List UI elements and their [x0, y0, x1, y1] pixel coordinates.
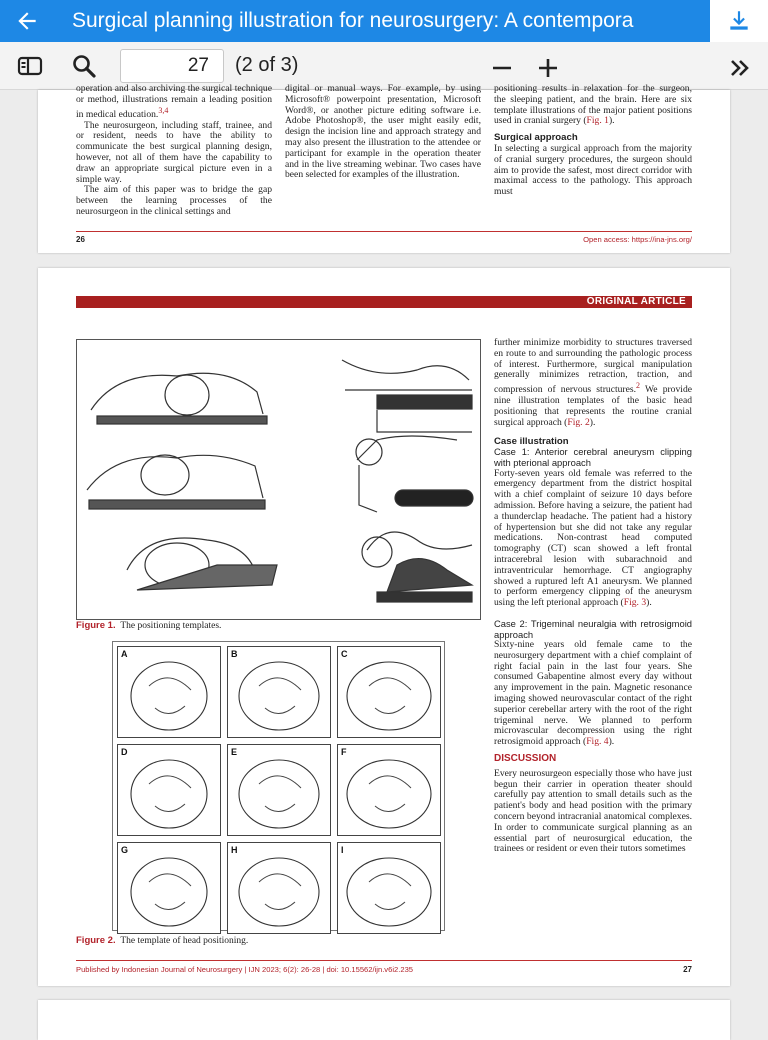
pdf-page-28 — [38, 1000, 730, 1040]
head-position-sketch — [118, 745, 220, 835]
surgical-approach-heading: Surgical approach — [494, 132, 578, 144]
right-p1: further minimize morbidity to structures traversed en route to and surrounding the pathologic process of interest. Furthermore, surgical manipulation generally minimizes retraction, traction, and compression of nervous structures. — [494, 337, 692, 396]
head-position-sketch — [338, 647, 440, 737]
punct: ). — [589, 416, 596, 428]
positioning-templates-drawing — [77, 340, 480, 619]
pdf-page-26 — [38, 83, 730, 253]
figure-2-label: Figure 2. — [76, 935, 116, 946]
reader-mode-icon — [16, 52, 44, 80]
figure-2-panel — [337, 744, 441, 836]
right-p1-tail: We provide nine illustration templates of the basic head positioning that represents the routine cranial surgical approach ( — [494, 384, 692, 428]
case1-title: Case 1: Anterior cerebral aneurysm clipping with pterional approach — [494, 446, 692, 468]
head-position-sketch — [338, 745, 440, 835]
more-chevron-icon — [726, 54, 754, 82]
figure-2-image — [112, 641, 445, 931]
fig3-link[interactable]: Fig. 3 — [623, 597, 647, 609]
back-button[interactable] — [0, 0, 54, 42]
panel-label: C — [341, 649, 348, 659]
footer-rule — [76, 231, 692, 232]
panel-label: G — [121, 845, 129, 855]
page27-right-column — [494, 338, 692, 855]
head-position-sketch — [118, 843, 220, 933]
figure-2-panel — [227, 646, 331, 738]
page26-column-2 — [285, 84, 481, 181]
ref-superscript: 3,4 — [158, 105, 169, 115]
case-illustration-heading: Case illustration — [494, 435, 569, 447]
page26-column-1 — [76, 84, 272, 218]
journal-footer: Published by Indonesian Journal of Neurosurgery | IJN 2023; 6(2): 26-28 | doi: 10.15562/ijn.v6i2.235 — [76, 965, 414, 974]
page26-col3-p1: positioning results in relaxation for the surgeon, the sleeping patient, and the brain. Here are six template illustrations of the major patient positions used in cranial surgery ( — [494, 83, 692, 127]
page26-column-3 — [494, 84, 692, 198]
panel-label: E — [231, 747, 238, 757]
discussion-text: Every neurosurgeon especially those who have just begun their carrier in operation theater should carefully pay attention to small details such as the patient's body and head position with the primary concern beyond intracranial anatomical complexes. In order to communicate surgical planning as an essential part of neurosurgical education, the trainees or resident or even their tutors sometimes — [494, 767, 692, 855]
arrow-left-icon — [14, 8, 40, 34]
fig1-link[interactable]: Fig. 1 — [586, 115, 609, 127]
more-button[interactable] — [718, 46, 762, 90]
footer-rule — [76, 960, 692, 961]
page26-col1-p3: The aim of this paper was to bridge the gap between the learning processes of the neurosurgeon in the clinical settings and — [76, 184, 272, 217]
search-button[interactable] — [62, 44, 106, 88]
figure-1-text: The positioning templates. — [120, 621, 222, 631]
figure-1-caption — [76, 620, 221, 631]
panel-label: B — [231, 649, 238, 659]
page26-col2-p1: digital or manual ways. For example, by using Microsoft® powerpoint presentation, Microsoft Word®, or another picture editing software i.e. Adobe Photoshop®, the user might easily edit, design the incision line and approach strategy and may also present the illustration to the attendee or participant for example in the operation theater and in the live streaming webinar. Two cases have been selected for examples of the illustration. — [285, 83, 481, 181]
case2-title: Case 2: Trigeminal neuralgia with retrosigmoid approach — [494, 617, 692, 640]
reader-mode-button[interactable] — [8, 44, 52, 88]
original-article-banner: ORIGINAL ARTICLE — [76, 296, 692, 308]
figure-2-panel — [117, 646, 221, 738]
figure-1-label: Figure 1. — [76, 620, 116, 631]
head-position-sketch — [228, 745, 330, 835]
page26-number: 26 — [76, 235, 85, 244]
punct: ). — [646, 597, 652, 609]
head-position-sketch — [118, 647, 220, 737]
document-title: Surgical planning illustration for neurosurgery: A contempora — [72, 9, 634, 32]
open-access-link[interactable]: Open access: https://ina-jns.org/ — [583, 235, 692, 244]
page-number-input[interactable]: 27 — [120, 49, 224, 83]
figure-2-caption — [76, 935, 248, 946]
panel-label: F — [341, 747, 347, 757]
figure-2-text: The template of head positioning. — [120, 936, 249, 946]
download-icon — [726, 8, 752, 34]
head-position-sketch — [338, 843, 440, 933]
figure-2-panel — [337, 842, 441, 934]
page26-col3-p2: In selecting a surgical approach from the majority of cranial surgery procedures, the surgeon should aim to provide the safest, most direct corridor with maximal access to the pathology. This approach must — [494, 142, 692, 198]
punct: ). — [608, 736, 615, 748]
fig4-link[interactable]: Fig. 4 — [586, 736, 609, 748]
figure-2-panel — [227, 744, 331, 836]
head-position-sketch — [228, 647, 330, 737]
head-position-sketch — [228, 843, 330, 933]
panel-label: D — [121, 747, 128, 757]
panel-label: H — [231, 845, 238, 855]
case2-text: Sixty-nine years old female came to the neurosurgery department with a chief complaint of right facial pain in the last four years. She consumed Gabapentine almost every day without any improvement in the pain. Magnetic resonance imaging showed neurovascular contact of the right superior cerebellar artery with the root of the right trigeminal nerve. We planned to perform microvascular decompression using the right retrosigmoid approach ( — [494, 639, 692, 748]
figure-2-panel — [117, 842, 221, 934]
figure-2-panel — [117, 744, 221, 836]
page27-number: 27 — [683, 965, 692, 974]
discussion-heading: DISCUSSION — [494, 753, 557, 765]
panel-label: I — [341, 845, 344, 855]
page26-col1-p2: The neurosurgeon, including staff, trainee, and or resident, needs to have the ability to communicate the best surgical planning design, however, not all of them have the capability to draw an appropriate surgical picture even in a simple way. — [76, 119, 272, 185]
figure-2-panel — [227, 842, 331, 934]
zoom-out-icon — [488, 54, 516, 82]
download-button[interactable] — [710, 0, 768, 42]
page-count: (2 of 3) — [235, 54, 299, 76]
panel-label: A — [121, 649, 128, 659]
case1-text: Forty-seven years old female was referred to the emergency department from the district hospital with a chief complaint of seizure 10 days before admission. Before having a seizure, the patient had a thunderclap headache. The patient had a history of hypertension but she did not take any regular medications. Non-contrast head computed tomography (CT) scan showed a left frontal intracerebral lesion with subarachnoid and intraventricular hemorrhage. CT angiography showed a ruptured left A1 aneurysm. We planned to perform emergency clipping of the aneurysm using the left pterional approach ( — [494, 467, 692, 609]
page26-col1-p1: operation and also archiving the surgical technique or method, illustrations remain a leading position in medical education. — [76, 83, 272, 120]
ref-superscript: 2 — [636, 381, 641, 391]
pdf-page-27 — [38, 268, 730, 986]
search-icon — [70, 52, 98, 80]
figure-1-image — [76, 339, 481, 620]
figure-2-panel — [337, 646, 441, 738]
zoom-in-icon — [534, 54, 562, 82]
fig2-link[interactable]: Fig. 2 — [567, 416, 590, 428]
app-bar — [0, 0, 768, 42]
punct: ). — [608, 115, 615, 127]
